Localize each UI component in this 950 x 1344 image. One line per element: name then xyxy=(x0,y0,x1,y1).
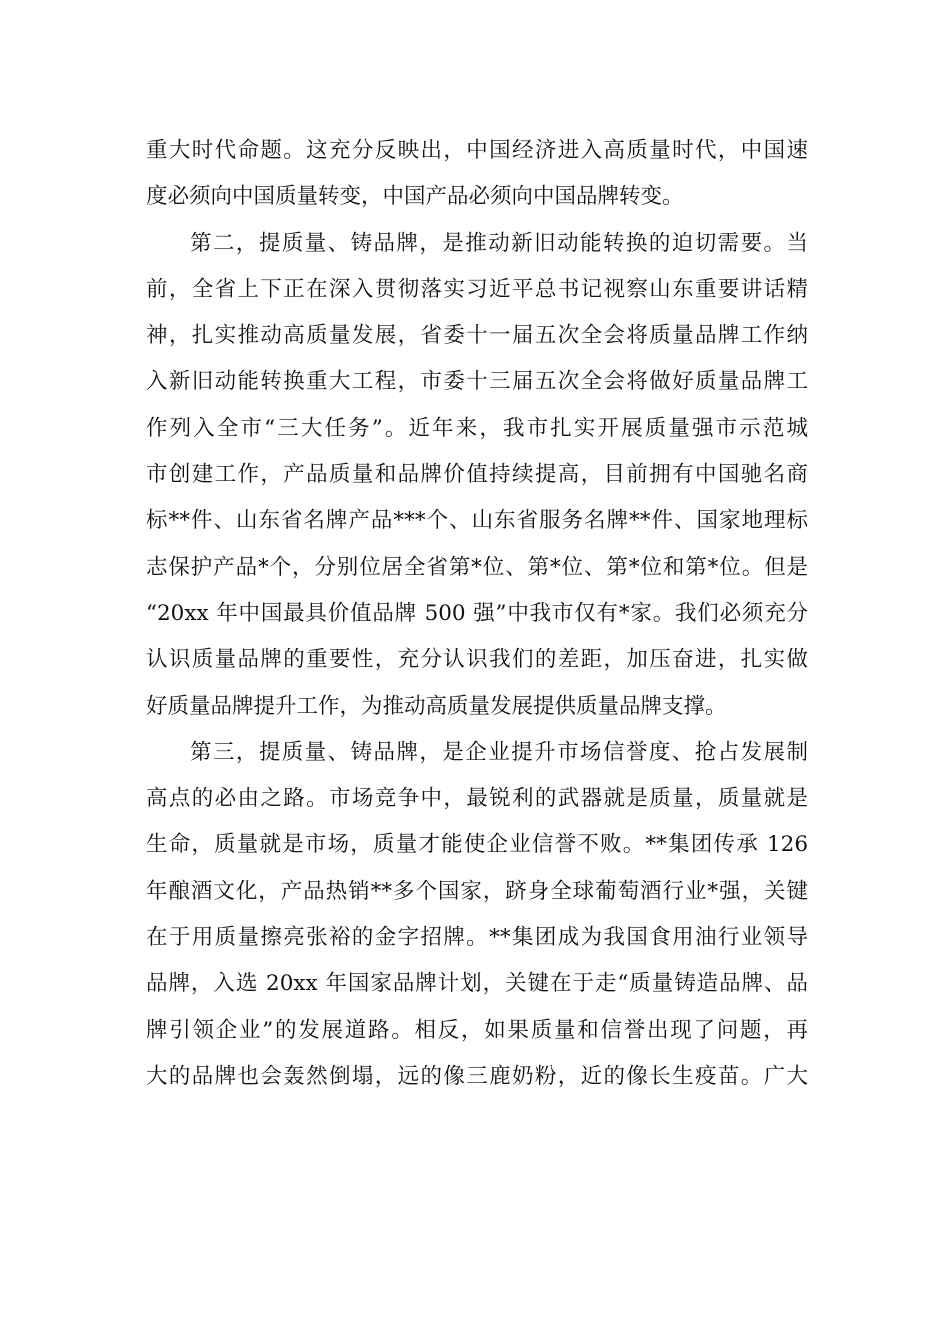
text-line: 生命，质量就是市场，质量才能使企业信誉不败。**集团传承 126 xyxy=(146,832,808,858)
text-line: 神，扎实推动高质量发展，省委十一届五次全会将质量品牌工作纳 xyxy=(146,323,808,349)
text-line: 前，全省上下正在深入贯彻落实习近平总书记视察山东重要讲话精 xyxy=(146,276,808,302)
text-line: 品牌，入选 20xx 年国家品牌计划，关键在于走“质量铸造品牌、品 xyxy=(146,971,808,997)
text-line: 重大时代命题。这充分反映出，中国经济进入高质量时代，中国速 xyxy=(146,138,808,163)
text-line: 年酿酒文化，产品热销**多个国家，跻身全球葡萄酒行业*强，关键 xyxy=(146,878,808,904)
text-line: 作列入全市“三大任务”。近年来，我市扎实开展质量强市示范城 xyxy=(146,415,808,441)
text-line: 入新旧动能转换重大工程，市委十三届五次全会将做好质量品牌工 xyxy=(146,369,808,395)
paragraph-first-line: 第二，提质量、铸品牌，是推动新旧动能转换的迫切需要。当 xyxy=(190,230,808,256)
text-line: 认识质量品牌的重要性，充分认识我们的差距，加压奋进，扎实做 xyxy=(146,647,808,673)
text-line: 在于用质量擦亮张裕的金字招牌。**集团成为我国食用油行业领导 xyxy=(146,925,808,951)
text-line: 市创建工作，产品质量和品牌价值持续提高，目前拥有中国驰名商 xyxy=(146,462,808,488)
text-line: 牌引领企业”的发展道路。相反，如果质量和信誉出现了问题，再 xyxy=(146,1017,808,1043)
text-line: 标**件、山东省名牌产品***个、山东省服务名牌**件、国家地理标 xyxy=(146,508,808,534)
paragraph-first-line: 第三，提质量、铸品牌，是企业提升市场信誉度、抢占发展制 xyxy=(190,739,808,765)
text-line: 好质量品牌提升工作，为推动高质量发展提供质量品牌支撑。 xyxy=(146,693,727,719)
text-line: 高点的必由之路。市场竞争中，最锐利的武器就是质量，质量就是 xyxy=(146,786,808,812)
text-line: “20xx 年中国最具价值品牌 500 强”中我市仅有*家。我们必须充分 xyxy=(146,600,808,626)
body-text xyxy=(146,128,808,1100)
text-line: 大的品牌也会轰然倒塌，远的像三鹿奶粉，近的像长生疫苗。广大 xyxy=(146,1063,808,1089)
text-line: 志保护产品*个，分别位居全省第*位、第*位、第*位和第*位。但是 xyxy=(146,554,808,580)
text-line: 度必须向中国质量转变，中国产品必须向中国品牌转变。 xyxy=(146,184,684,210)
